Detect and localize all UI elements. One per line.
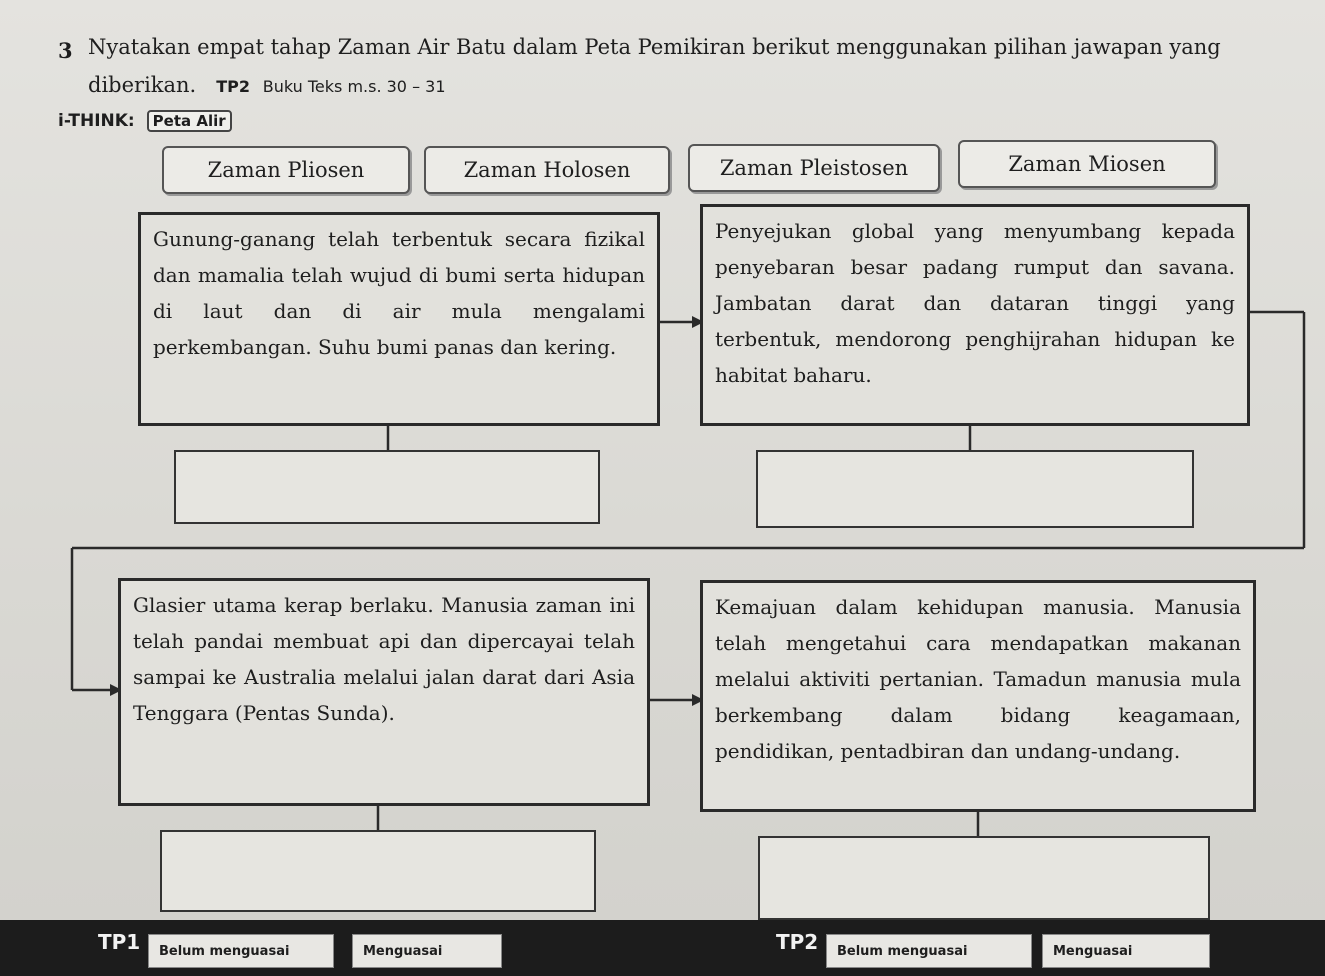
tp-level-badge: TP2	[216, 77, 251, 96]
option-pliosen[interactable]: Zaman Pliosen	[162, 146, 410, 194]
tp2-label: TP2	[776, 930, 819, 954]
answer-blank-3[interactable]	[160, 830, 596, 912]
textbook-reference: Buku Teks m.s. 30 – 31	[262, 77, 446, 96]
description-box-4: Kemajuan dalam kehidupan manusia. Manusia telah mengetahui cara mendapatkan makanan melalui aktiviti pertanian. Tamadun manusia mula berkembang dalam bidang keagamaan, pendidikan, pentadbiran dan undang-undang.	[700, 580, 1256, 812]
question-number: 3	[58, 38, 73, 63]
description-box-3: Glasier utama kerap berlaku. Manusia zaman ini telah pandai membuat api dan dipercayai telah sampai ke Australia melalui jalan darat dari Asia Tenggara (Pentas Sunda).	[118, 578, 650, 806]
answer-blank-4[interactable]	[758, 836, 1210, 920]
option-miosen[interactable]: Zaman Miosen	[958, 140, 1216, 188]
ithink-map-type: Peta Alir	[147, 110, 232, 132]
ithink-title: i-THINK:	[58, 111, 135, 131]
answer-blank-1[interactable]	[174, 450, 600, 524]
option-holosen[interactable]: Zaman Holosen	[424, 146, 670, 194]
tp1-not-mastered-box[interactable]: Belum menguasai	[148, 934, 334, 968]
tp2-mastered-box[interactable]: Menguasai	[1042, 934, 1210, 968]
option-pleistosen[interactable]: Zaman Pleistosen	[688, 144, 940, 192]
tp1-mastered-box[interactable]: Menguasai	[352, 934, 502, 968]
question-line-2: diberikan.	[88, 73, 197, 97]
tp1-label: TP1	[98, 930, 141, 954]
description-box-2: Penyejukan global yang menyumbang kepada penyebaran besar padang rumput dan savana. Jambatan darat dan dataran tinggi yang terbentuk, mendorong penghijrahan hidupan ke habitat baharu.	[700, 204, 1250, 426]
description-box-1: Gunung-ganang telah terbentuk secara fizikal dan mamalia telah wujud di bumi serta hidupan di laut dan di air mula mengalami perkembangan. Suhu bumi panas dan kering.	[138, 212, 660, 426]
question-line-1: Nyatakan empat tahap Zaman Air Batu dalam Peta Pemikiran berikut menggunakan pilihan jawapan yang	[88, 35, 1221, 59]
answer-blank-2[interactable]	[756, 450, 1194, 528]
tp2-not-mastered-box[interactable]: Belum menguasai	[826, 934, 1032, 968]
